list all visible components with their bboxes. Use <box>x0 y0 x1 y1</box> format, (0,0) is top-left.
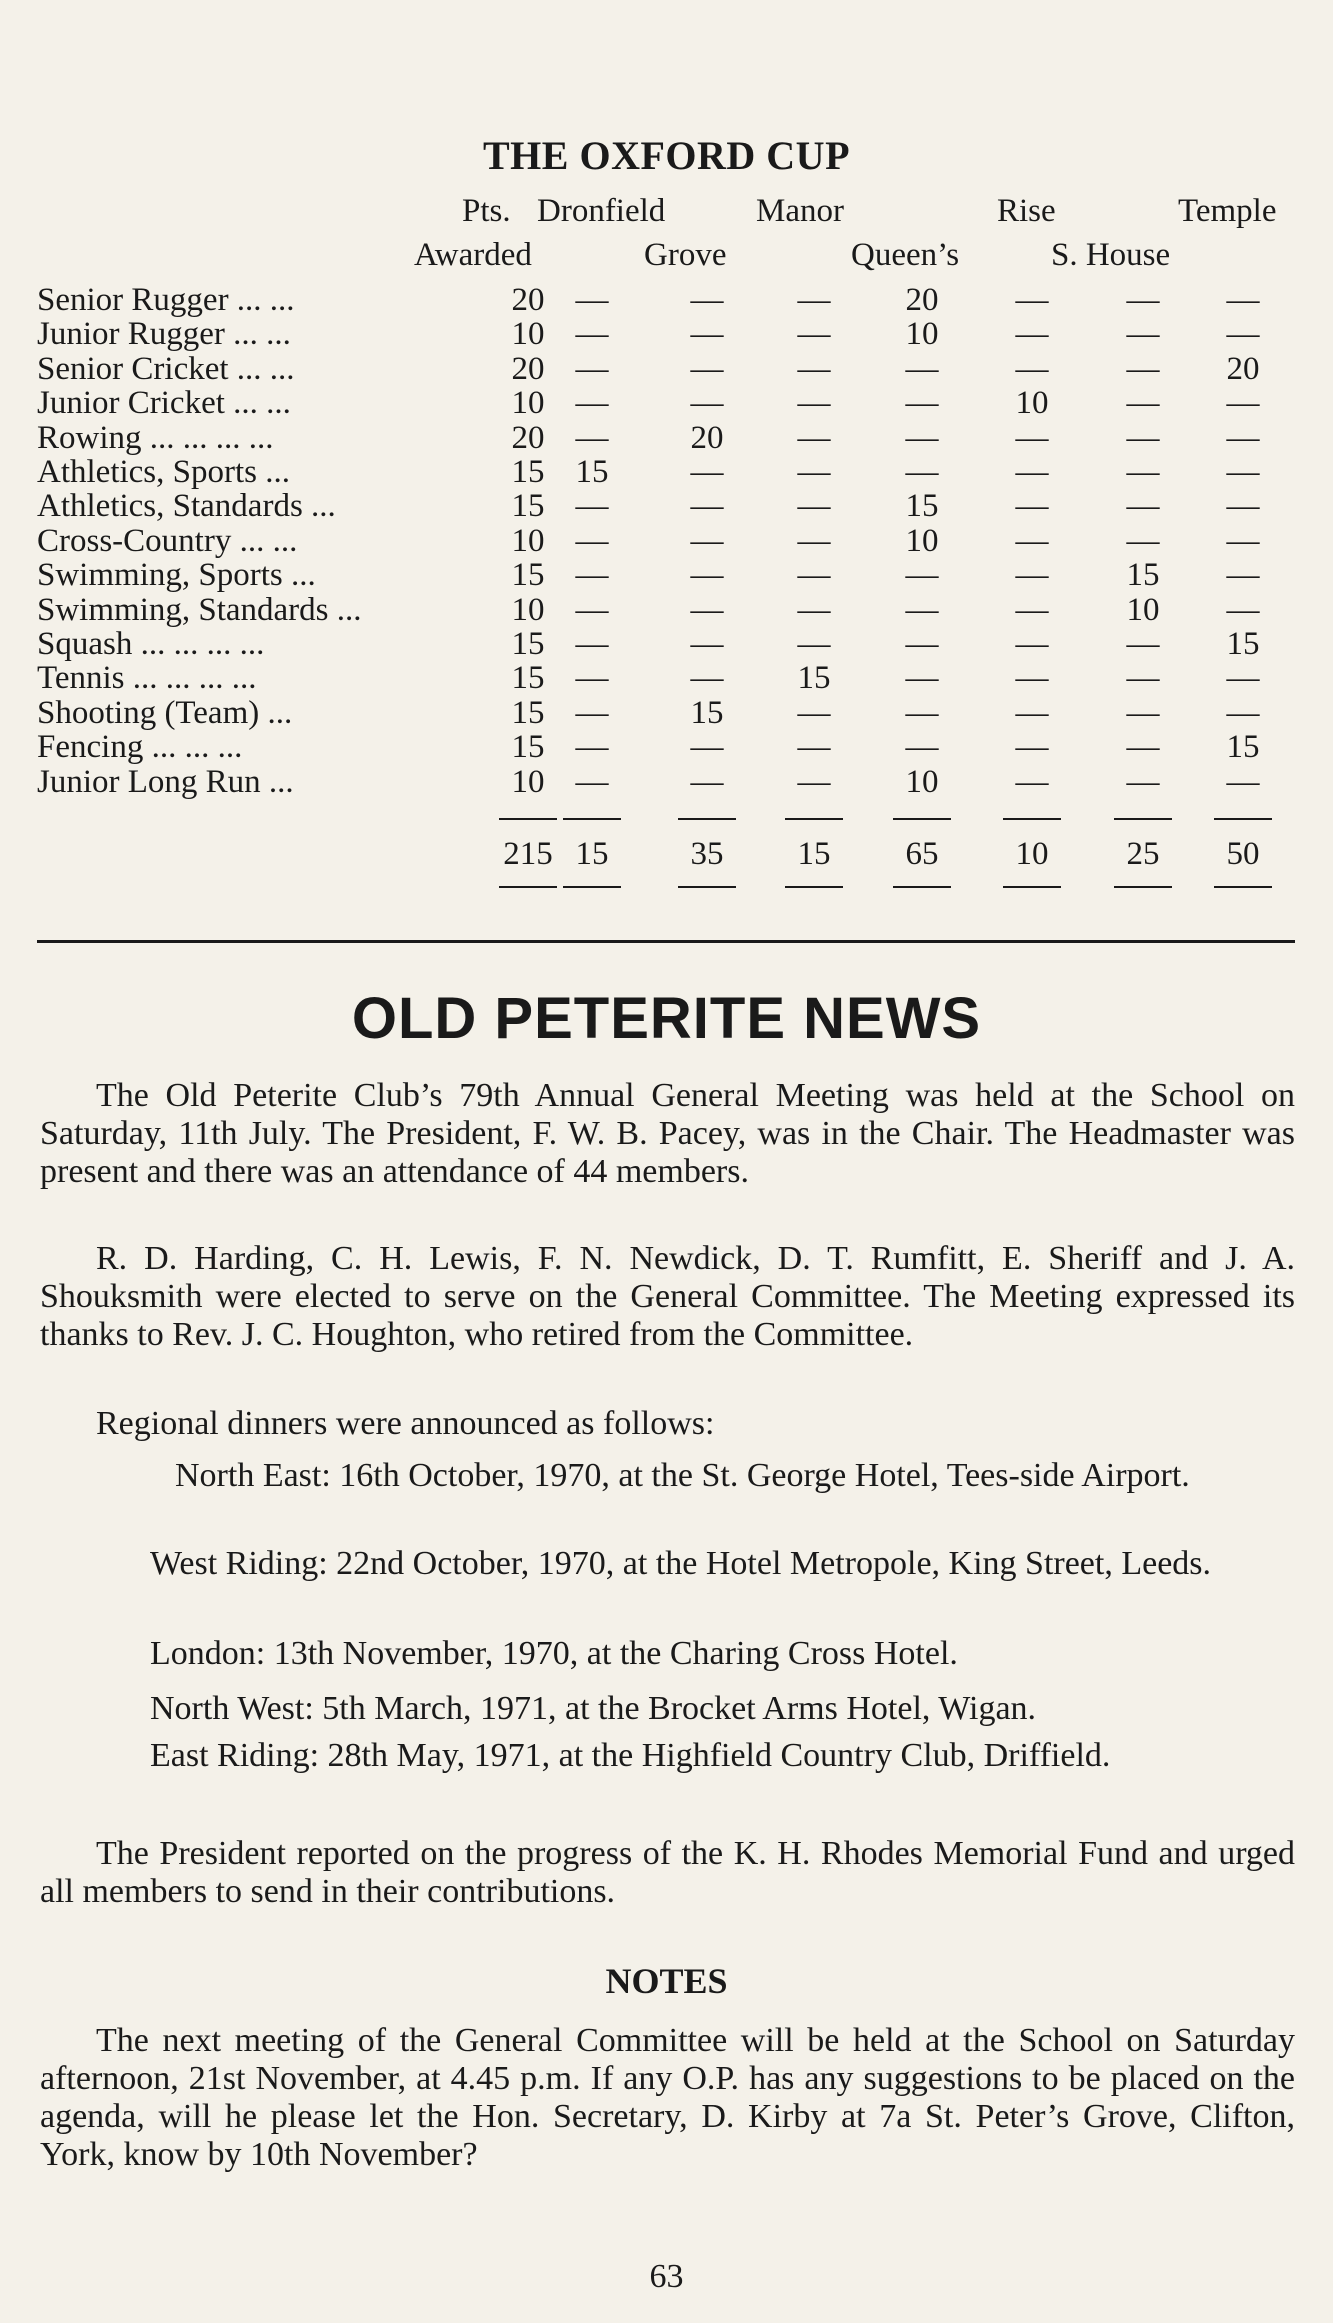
table-cell: — <box>1015 694 1049 731</box>
table-cell: 15 <box>511 454 545 490</box>
table-cell: 10 <box>511 591 545 628</box>
total-rule-bottom <box>785 886 843 888</box>
table-cell: 20 <box>511 282 545 318</box>
table-cell: — <box>1126 350 1160 387</box>
news-paragraph-agm: The Old Peterite Club’s 79th Annual General Meeting was held at the School on Saturday, 11th July. The President, F. W. B. Pacey, was in the Chair. The Headmaster was present and there was an attendance of 44 members. <box>40 1077 1295 1190</box>
table-cell: 10 <box>905 763 939 800</box>
table-cell: — <box>905 591 939 628</box>
table-cell: — <box>905 729 939 766</box>
table-cell: — <box>690 522 724 559</box>
table-cell: — <box>797 419 831 456</box>
table-cell: — <box>690 350 724 387</box>
table-cell: — <box>1126 522 1160 559</box>
table-cell: — <box>1226 522 1260 559</box>
news-paragraph-committee: R. D. Harding, C. H. Lewis, F. N. Newdick, D. T. Rumfitt, E. Sheriff and J. A. Shouksmith were elected to serve on the General Committee. The Meeting expressed its thanks to Rev. J. C. Houghton, who retired from the Committee. <box>40 1240 1295 1353</box>
table-cell: — <box>1015 557 1049 594</box>
table-cell: — <box>690 591 724 628</box>
table-cell: 20 <box>511 350 545 387</box>
table-cell: 10 <box>1126 591 1160 628</box>
news-title: OLD PETERITE NEWS <box>351 986 982 1051</box>
table-total-cell: 50 <box>1226 836 1260 872</box>
header-rise: Rise <box>997 193 1056 229</box>
dinner-london: London: 13th November, 1970, at the Charing Cross Hotel. <box>150 1635 958 1672</box>
table-cell: — <box>690 763 724 800</box>
total-rule-top <box>893 818 951 820</box>
table-cell: 10 <box>511 385 545 422</box>
table-cell: — <box>690 729 724 766</box>
table-cell: — <box>690 282 724 318</box>
total-rule-bottom <box>499 886 557 888</box>
table-cell: — <box>575 626 609 662</box>
table-row-label: Senior Rugger ... ... <box>37 282 295 318</box>
table-row-label: Fencing ... ... ... <box>37 729 243 766</box>
table-row-label: Tennis ... ... ... ... <box>37 660 257 697</box>
table-cell: — <box>797 350 831 387</box>
table-cell: — <box>1015 591 1049 628</box>
table-cell: — <box>1126 316 1160 353</box>
table-cell: — <box>1126 626 1160 662</box>
table-row-label: Swimming, Sports ... <box>37 557 316 594</box>
table-cell: — <box>797 591 831 628</box>
table-cell: — <box>1226 557 1260 594</box>
table-cell: — <box>1015 763 1049 800</box>
table-cell: — <box>1015 282 1049 318</box>
table-total-cell: 35 <box>690 836 724 872</box>
dinner-west-riding: West Riding: 22nd October, 1970, at the Hotel Metropole, King Street, Leeds. <box>150 1545 1212 1582</box>
table-cell: 15 <box>1226 729 1260 766</box>
table-cell: 15 <box>511 557 545 594</box>
section-divider <box>37 940 1295 943</box>
table-cell: 20 <box>905 282 939 318</box>
table-cell: — <box>1226 282 1260 318</box>
table-cell: — <box>797 557 831 594</box>
header-grove: Grove <box>644 237 727 273</box>
table-cell: — <box>1015 660 1049 697</box>
table-cell: — <box>1126 763 1160 800</box>
table-cell: — <box>797 385 831 422</box>
total-rule-top <box>1003 818 1061 820</box>
table-cell: 10 <box>905 316 939 353</box>
table-cell: — <box>905 454 939 490</box>
table-cell: — <box>1015 522 1049 559</box>
table-cell: — <box>1126 488 1160 525</box>
table-cell: 15 <box>511 729 545 766</box>
table-cell: — <box>690 454 724 490</box>
table-row-label: Junior Cricket ... ... <box>37 385 291 422</box>
table-cell: 15 <box>1126 557 1160 594</box>
dinner-east-riding: East Riding: 28th May, 1971, at the Highfield Country Club, Driffield. <box>150 1737 1111 1774</box>
table-cell: 15 <box>511 626 545 662</box>
header-queens: Queen’s <box>851 237 960 273</box>
table-cell: — <box>1126 694 1160 731</box>
table-cell: 20 <box>690 419 724 456</box>
notes-paragraph: The next meeting of the General Committee will be held at the School on Saturday afternoon, 21st November, at 4.45 p.m. If any O.P. has any suggestions to be placed on the agenda, will he please let the Hon. Secretary, D. Kirby at 7a St. Peter’s Grove, Clifton, York, know by 10th November? <box>40 2022 1295 2173</box>
table-cell: — <box>690 626 724 662</box>
header-temple: Temple <box>1178 193 1277 229</box>
table-total-cell: 25 <box>1126 836 1160 872</box>
table-cell: 15 <box>511 694 545 731</box>
table-cell: — <box>1015 729 1049 766</box>
table-row-label: Cross-Country ... ... <box>37 522 298 559</box>
table-cell: — <box>797 626 831 662</box>
total-rule-top <box>499 818 557 820</box>
table-cell: 15 <box>1226 626 1260 662</box>
table-cell: — <box>575 729 609 766</box>
table-cell: — <box>1126 454 1160 490</box>
table-cell: — <box>575 694 609 731</box>
table-cell: — <box>1226 660 1260 697</box>
table-row-label: Rowing ... ... ... ... <box>37 419 274 456</box>
table-cell: — <box>797 729 831 766</box>
table-cell: — <box>797 454 831 490</box>
table-row-label: Shooting (Team) ... <box>37 694 293 731</box>
table-cell: — <box>575 316 609 353</box>
table-row-label: Squash ... ... ... ... <box>37 626 265 662</box>
table-cell: — <box>1126 729 1160 766</box>
header-manor: Manor <box>756 193 844 229</box>
table-row-label: Senior Cricket ... ... <box>37 350 295 387</box>
table-cell: — <box>690 488 724 525</box>
table-cell: — <box>1226 385 1260 422</box>
total-rule-bottom <box>893 886 951 888</box>
table-cell: — <box>905 557 939 594</box>
table-cell: — <box>1126 419 1160 456</box>
table-cell: — <box>575 763 609 800</box>
total-rule-bottom <box>1214 886 1272 888</box>
table-cell: — <box>905 419 939 456</box>
table-cell: — <box>797 522 831 559</box>
table-cell: — <box>905 385 939 422</box>
total-rule-bottom <box>1003 886 1061 888</box>
table-cell: 15 <box>575 454 609 490</box>
table-cell: — <box>1015 419 1049 456</box>
table-row-label: Junior Rugger ... ... <box>37 316 291 353</box>
table-total-cell: 65 <box>905 836 939 872</box>
table-cell: — <box>690 316 724 353</box>
table-cell: — <box>1015 626 1049 662</box>
table-row-label: Athletics, Standards ... <box>37 488 336 525</box>
page-number: 63 <box>649 2258 684 2295</box>
total-rule-top <box>563 818 621 820</box>
table-cell: — <box>797 282 831 318</box>
table-cell: 10 <box>511 763 545 800</box>
table-cell: 20 <box>1226 350 1260 387</box>
table-cell: — <box>1226 591 1260 628</box>
table-cell: 15 <box>797 660 831 697</box>
table-row-label: Junior Long Run ... <box>37 763 294 800</box>
table-cell: — <box>690 660 724 697</box>
table-cell: — <box>575 282 609 318</box>
table-cell: — <box>575 557 609 594</box>
header-school-house: S. House <box>1051 237 1171 273</box>
header-dronfield: Dronfield <box>537 193 666 229</box>
table-row-label: Athletics, Sports ... <box>37 454 290 490</box>
news-paragraph-dinners-intro: Regional dinners were announced as follows: <box>96 1405 715 1442</box>
header-pts: Pts. <box>462 193 511 229</box>
table-cell: — <box>575 591 609 628</box>
total-rule-top <box>1114 818 1172 820</box>
table-cell: — <box>575 660 609 697</box>
table-cell: — <box>1015 488 1049 525</box>
dinner-north-east: North East: 16th October, 1970, at the St. George Hotel, Tees-side Airport. <box>175 1457 1190 1494</box>
total-rule-bottom <box>563 886 621 888</box>
table-total-cell: 215 <box>503 836 553 872</box>
table-cell: — <box>575 522 609 559</box>
table-cell: — <box>797 316 831 353</box>
total-rule-bottom <box>678 886 736 888</box>
table-cell: — <box>1126 385 1160 422</box>
table-cell: — <box>575 419 609 456</box>
table-cell: — <box>1015 350 1049 387</box>
total-rule-bottom <box>1114 886 1172 888</box>
table-cell: — <box>1226 454 1260 490</box>
table-cell: — <box>905 626 939 662</box>
table-cell: — <box>905 694 939 731</box>
table-total-cell: 10 <box>1015 836 1049 872</box>
table-cell: — <box>690 385 724 422</box>
table-cell: — <box>575 385 609 422</box>
table-cell: — <box>575 488 609 525</box>
table-cell: 15 <box>511 660 545 697</box>
table-row-label: Swimming, Standards ... <box>37 591 362 628</box>
table-cell: — <box>1226 419 1260 456</box>
header-awarded: Awarded <box>414 237 532 273</box>
table-cell: — <box>797 694 831 731</box>
oxford-cup-title: THE OXFORD CUP <box>483 133 850 178</box>
news-paragraph-memorial-fund: The President reported on the progress of the K. H. Rhodes Memorial Fund and urged all members to send in their contributions. <box>40 1835 1295 1910</box>
table-cell: — <box>575 350 609 387</box>
table-cell: — <box>905 660 939 697</box>
table-cell: 10 <box>905 522 939 559</box>
notes-title: NOTES <box>605 1961 728 2001</box>
table-cell: 20 <box>511 419 545 456</box>
table-cell: — <box>797 763 831 800</box>
table-cell: — <box>1126 660 1160 697</box>
table-cell: — <box>905 350 939 387</box>
table-cell: 15 <box>905 488 939 525</box>
total-rule-top <box>785 818 843 820</box>
table-cell: — <box>1226 316 1260 353</box>
dinner-north-west: North West: 5th March, 1971, at the Brocket Arms Hotel, Wigan. <box>150 1690 1037 1727</box>
table-cell: 15 <box>511 488 545 525</box>
table-cell: — <box>690 557 724 594</box>
table-total-cell: 15 <box>797 836 831 872</box>
total-rule-top <box>678 818 736 820</box>
table-cell: 10 <box>1015 385 1049 422</box>
table-cell: — <box>1226 488 1260 525</box>
table-cell: — <box>797 488 831 525</box>
table-cell: — <box>1226 694 1260 731</box>
table-cell: 10 <box>511 522 545 559</box>
total-rule-top <box>1214 818 1272 820</box>
table-cell: 15 <box>690 694 724 731</box>
table-cell: — <box>1226 763 1260 800</box>
table-cell: 10 <box>511 316 545 353</box>
table-cell: — <box>1126 282 1160 318</box>
table-total-cell: 15 <box>575 836 609 872</box>
table-cell: — <box>1015 454 1049 490</box>
table-cell: — <box>1015 316 1049 353</box>
